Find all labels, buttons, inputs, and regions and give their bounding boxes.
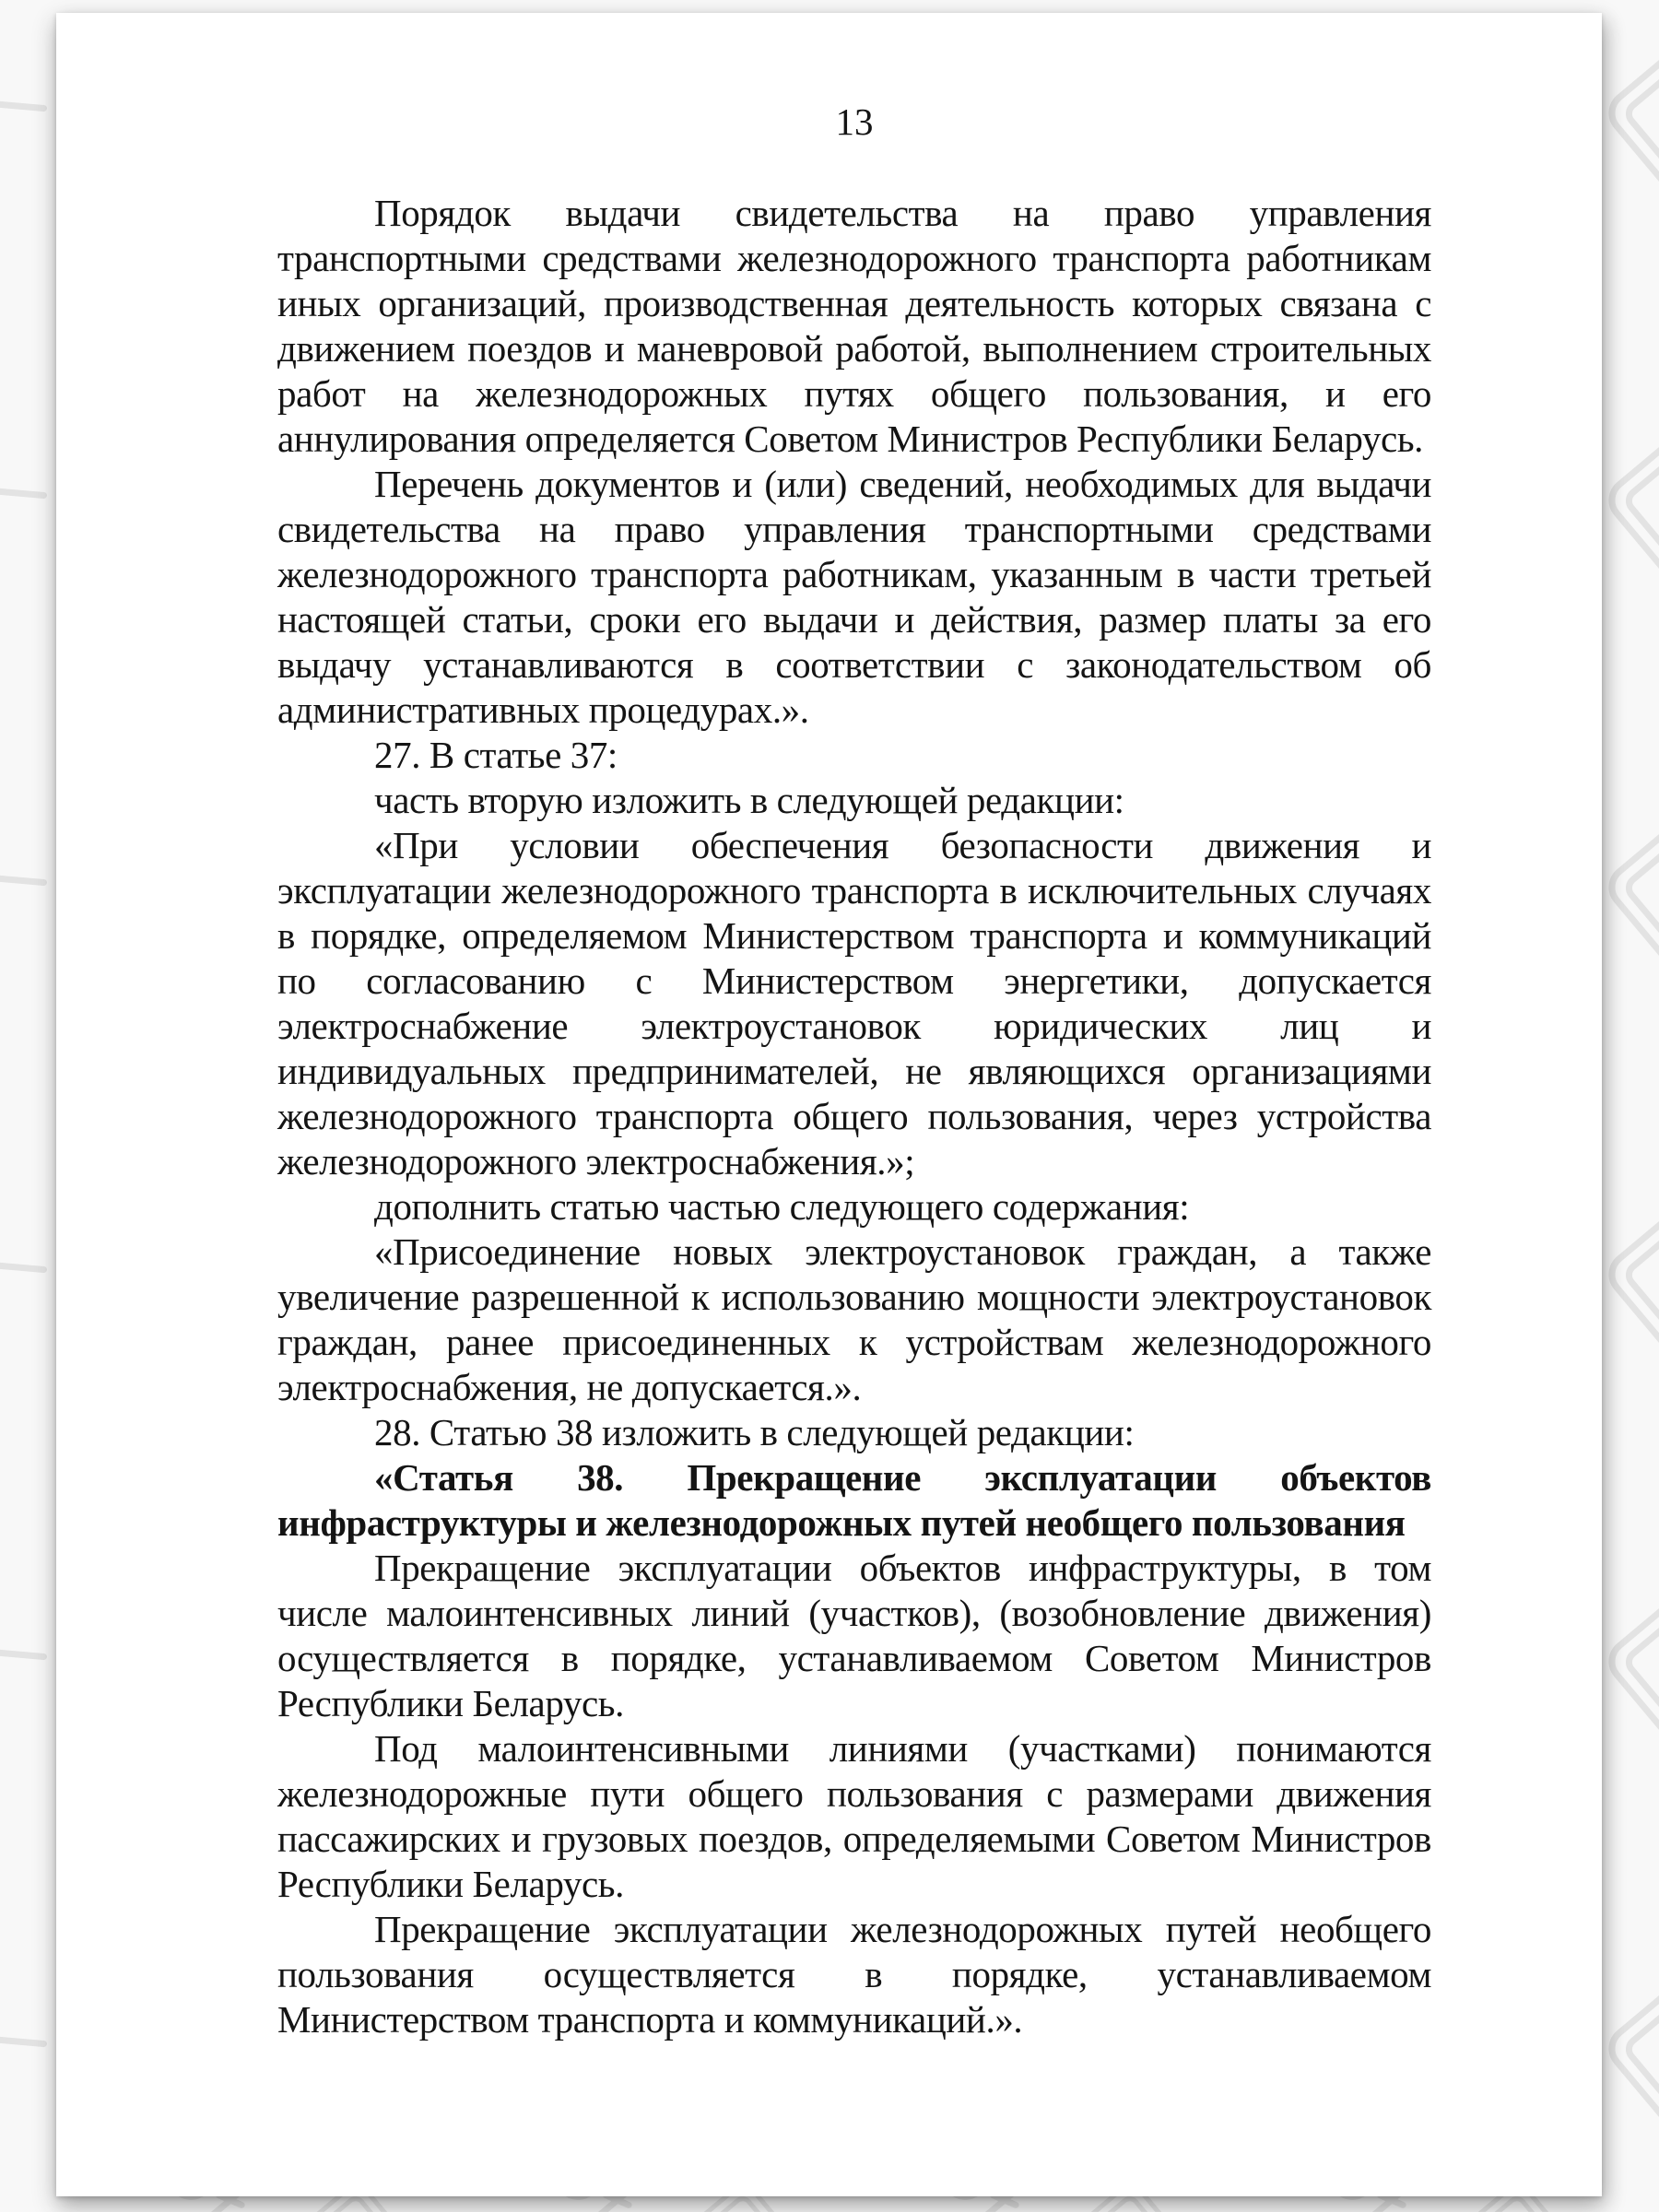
paragraph: Под малоинтенсивными линиями (участками) понимаются железнодорожные пути общего пользования с размерами движения пассажирских и грузовых поездов, определяемыми Советом Министров Республики Беларусь. <box>277 1727 1431 1905</box>
document-page <box>56 13 1602 2196</box>
paragraph: Порядок выдачи свидетельства на право управления транспортными средствами железнодорожного транспорта работникам иных организаций, производственная деятельность которых связана с движением поездов и маневровой работой, выполнением строительных работ на железнодорожных путях общего пользования, и его аннулирования определяется Советом Министров Республики Беларусь. <box>277 192 1431 460</box>
paragraph: «Присоединение новых электроустановок граждан, а также увеличение разрешенной к использованию мощности электроустановок граждан, ранее присоединенных к устройствам железнодорожного электроснабжения, не допускается.». <box>277 1230 1431 1408</box>
paragraph: Прекращение эксплуатации железнодорожных путей необщего пользования осуществляется в порядке, устанавливаемом Министерством транспорта и коммуникаций.». <box>277 1908 1431 2041</box>
paragraph: «При условии обеспечения безопасности движения и эксплуатации железнодорожного транспорта в исключительных случаях в порядке, определяемом Министерством транспорта и коммуникаций по согласованию с Министерством энергетики, допускается электроснабжение электроустановок юридических лиц и индивидуальных предпринимателей, не являющихся организациями железнодорожного транспорта общего пользования, через устройства железнодорожного электроснабжения.»; <box>277 824 1431 1182</box>
paragraph: Перечень документов и (или) сведений, необходимых для выдачи свидетельства на право управления транспортными средствами железнодорожного транспорта работникам, указанным в части третьей настоящей статьи, сроки его выдачи и действия, размер платы за его выдачу устанавливаются в соответствии с законодательством об административных процедурах.». <box>277 463 1431 731</box>
paragraph: дополнить статью частью следующего содержания: <box>374 1185 1190 1228</box>
article-heading: «Статья 38. Прекращение эксплуатации объектов инфраструктуры и железнодорожных путей необщего пользования <box>277 1456 1431 1544</box>
paragraph: 27. В статье 37: <box>374 734 618 776</box>
page-number: 13 <box>835 100 874 143</box>
paragraph: 28. Статью 38 изложить в следующей редакции: <box>374 1411 1135 1453</box>
paragraph: Прекращение эксплуатации объектов инфраструктуры, в том числе малоинтенсивных линий (участков), (возобновление движения) осуществляется в порядке, устанавливаемом Советом Министров Республики Беларусь. <box>277 1547 1431 1724</box>
paragraph: часть вторую изложить в следующей редакции: <box>374 779 1124 821</box>
document-body <box>56 191 1602 2042</box>
